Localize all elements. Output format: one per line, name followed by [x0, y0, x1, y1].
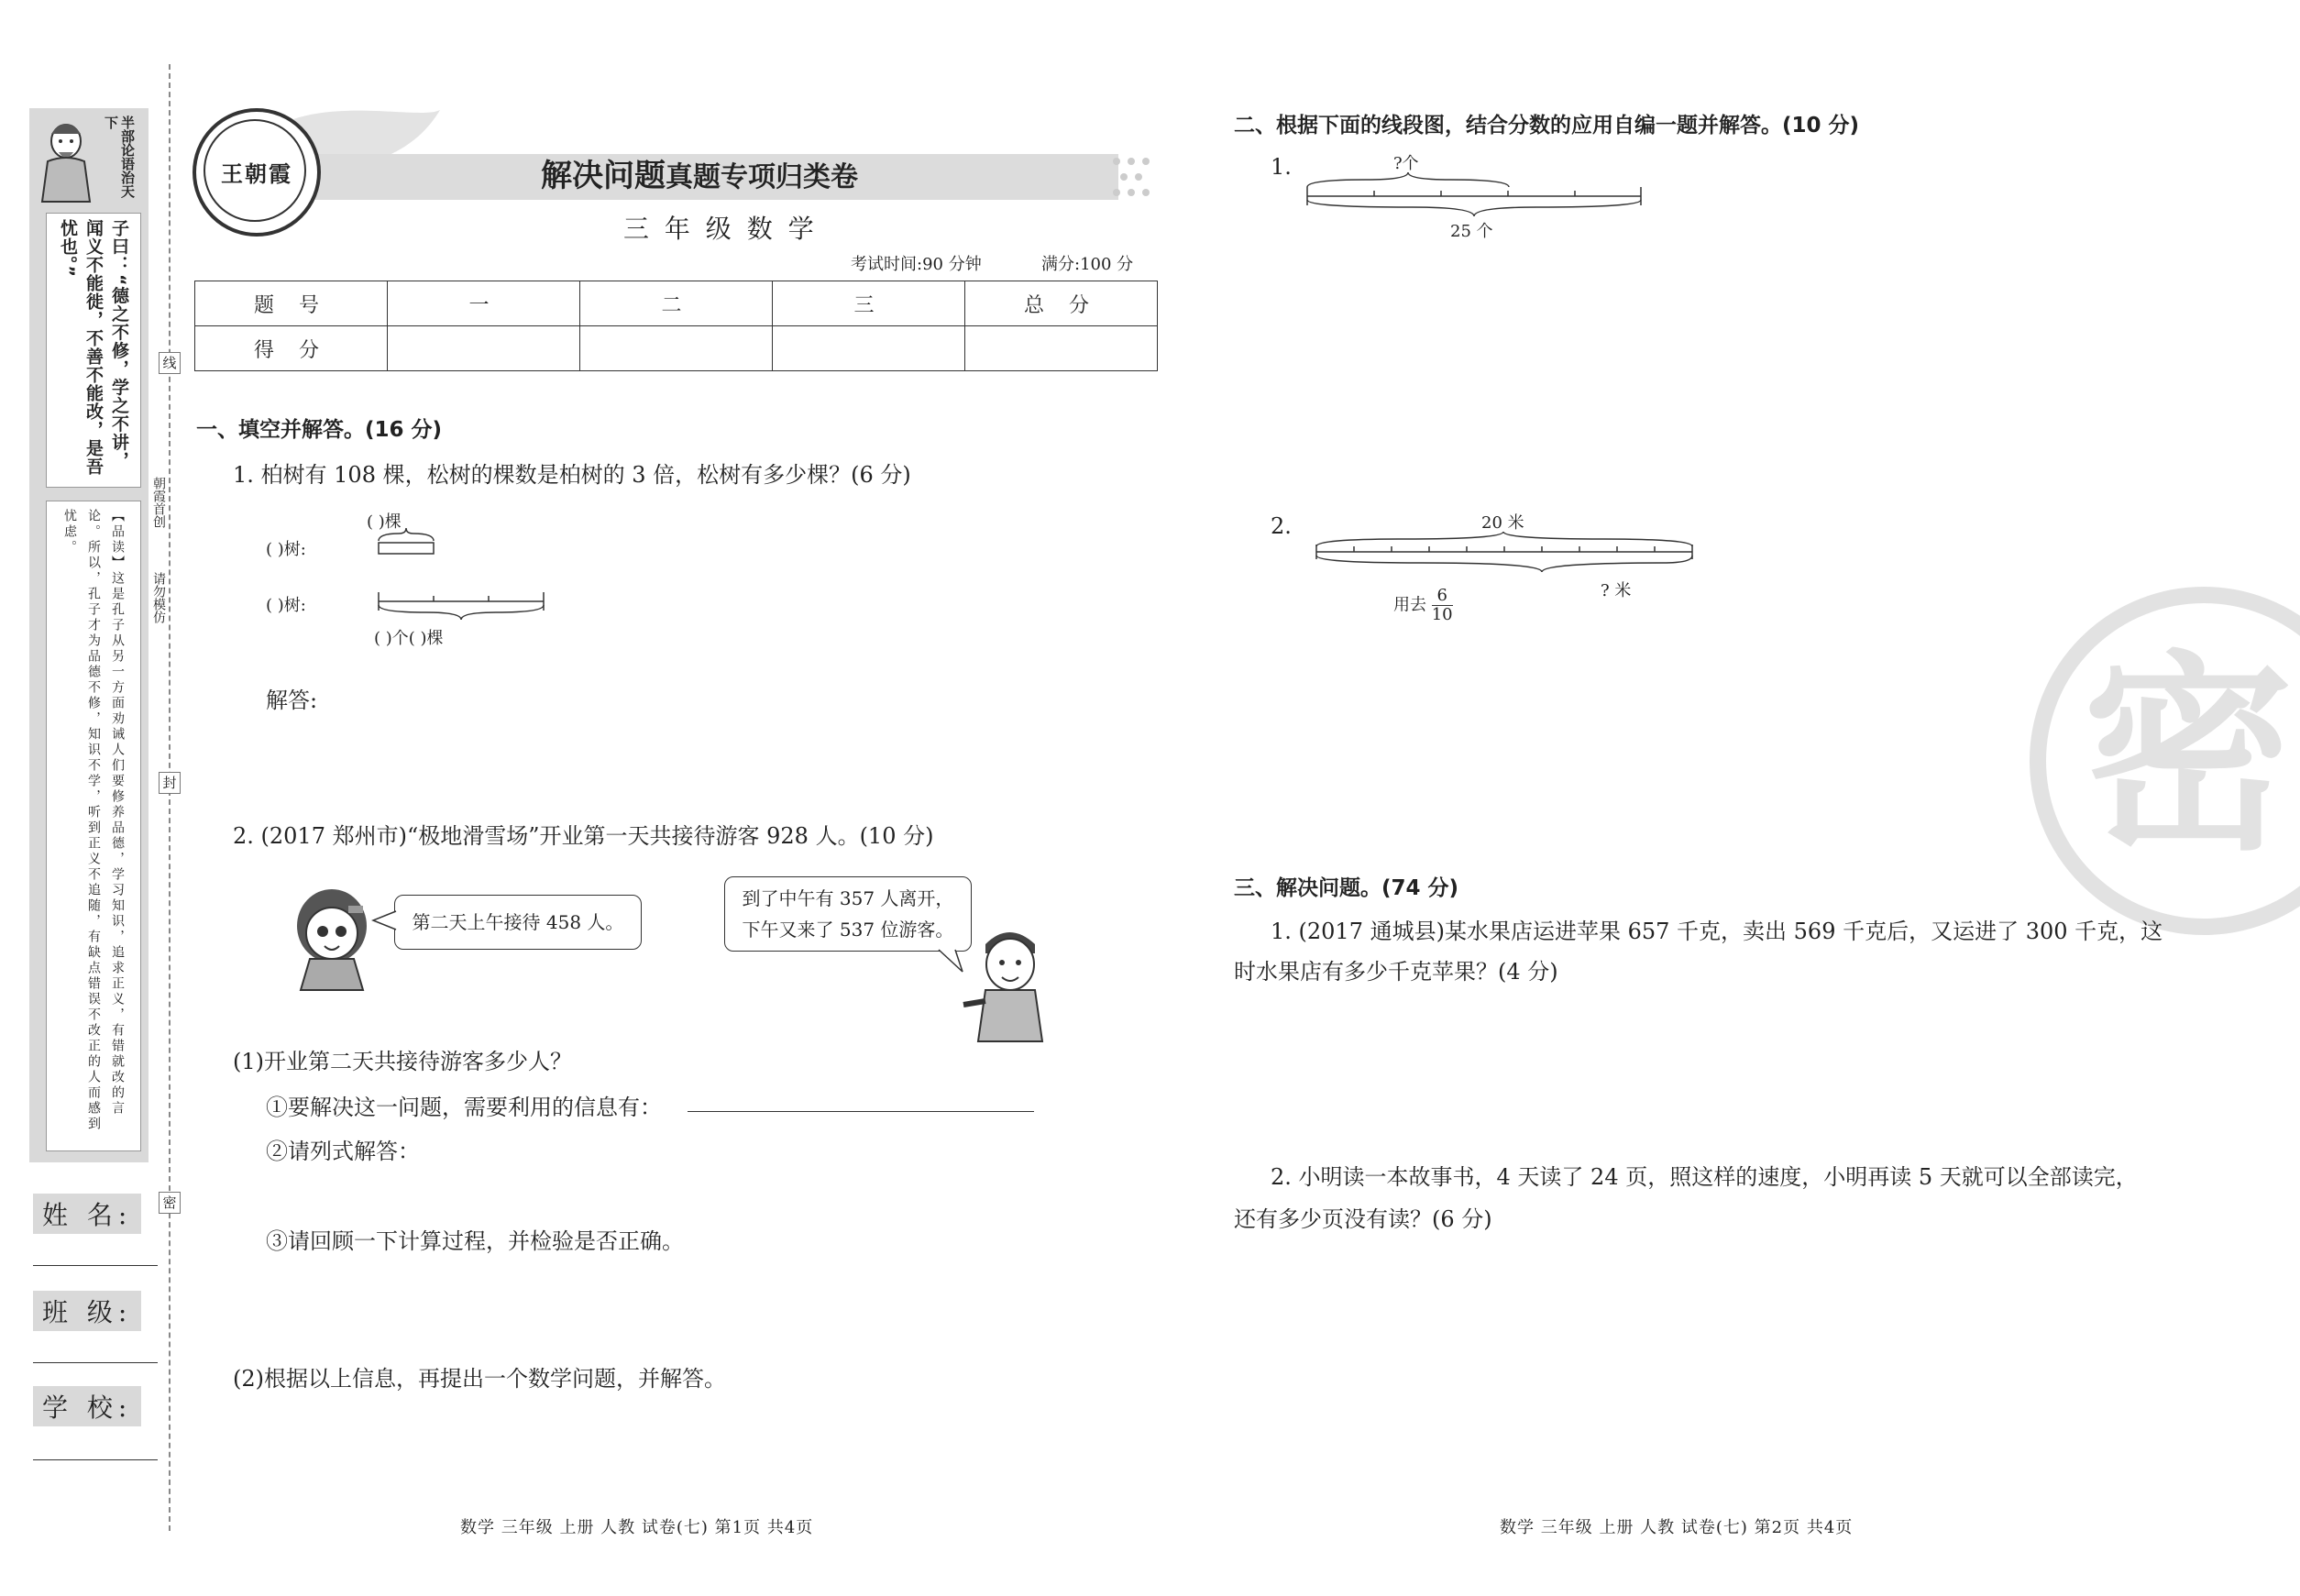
- name-field[interactable]: [33, 1265, 158, 1266]
- boy-icon: [958, 917, 1059, 1045]
- s1-q2-sub1: (1)开业第二天共接待游客多少人？: [233, 1049, 572, 1074]
- s2-d1-bottom-label: 25 个: [1450, 222, 1493, 241]
- score-col-2: 二: [580, 281, 773, 326]
- girl-icon: [284, 882, 385, 992]
- s1-q2-sub1-c: ③请回顾一下计算过程，并检验是否正确。: [266, 1228, 684, 1254]
- s3-q1-line2: 时水果店有多少千克苹果？(4 分): [1234, 959, 1558, 985]
- s2-d2-right-label: ? 米: [1601, 581, 1632, 600]
- cut-mark-mi: 密: [159, 1192, 181, 1214]
- s2-d2-used-text: 用去: [1393, 595, 1426, 615]
- score-cell-2[interactable]: [580, 326, 773, 371]
- s1-q2-text: 2. (2017 郑州市)“极地滑雪场”开业第一天共接待游客 928 人。(10 分): [233, 823, 934, 849]
- watermark-stamp: [2030, 587, 2300, 935]
- title-band-pattern: [1109, 154, 1155, 200]
- cut-mark-xian: 线: [159, 352, 181, 374]
- score-cell-1[interactable]: [388, 326, 580, 371]
- name-label: 姓 名:: [33, 1194, 141, 1234]
- warning-2: 请勿模仿: [151, 572, 166, 623]
- brand-logo: [193, 108, 321, 237]
- section2-heading: 二、根据下面的线段图，结合分数的应用自编一题并解答。(10 分): [1234, 114, 1860, 138]
- full-score: 满分:100 分: [1041, 255, 1134, 274]
- score-cell-total[interactable]: [965, 326, 1158, 371]
- s1-q2-sub1-b: ②请列式解答：: [266, 1139, 420, 1164]
- bubble-girl: [394, 895, 642, 950]
- s1-q1-bottom-label: ( )个( )棵: [374, 629, 444, 648]
- cut-line: [169, 64, 171, 1531]
- s1-q1-top-label: ( )棵: [367, 512, 402, 532]
- bubble-girl-text: 第二天上午接待 458 人。: [412, 911, 624, 933]
- s3-q2-line1: 2. 小明读一本故事书，4 天读了 24 页，照这样的速度，小明再读 5 天就可以全部读完，: [1271, 1164, 2138, 1190]
- s2-d1-number: 1.: [1271, 154, 1292, 180]
- score-table: [194, 281, 1158, 371]
- quote-box: [46, 213, 141, 488]
- sidebar-top-label: 半部论语治天下: [103, 116, 136, 198]
- score-col-total: 总 分: [965, 281, 1158, 326]
- s2-d1-top-label: ?个: [1393, 154, 1419, 173]
- commentary-box: [46, 501, 141, 1151]
- watermark-char: 密: [2083, 634, 2294, 879]
- bubble-boy-line2: 下午又来了 537 位游客。: [742, 919, 954, 941]
- section1-heading: 一、填空并解答。(16 分): [196, 418, 443, 442]
- s2-d2-line-diagram: [1311, 528, 1701, 583]
- s1-q1-answer-label: 解答:: [266, 688, 318, 713]
- s1-q2-info-answer-line[interactable]: [688, 1111, 1034, 1112]
- s2-d2-frac-den: 10: [1431, 605, 1453, 624]
- s2-d2-fraction: [1432, 587, 1453, 624]
- s2-d2-frac-num: 6: [1432, 587, 1453, 606]
- exam-title: [541, 156, 858, 196]
- score-row-label: 得 分: [195, 326, 388, 371]
- score-col-3: 三: [773, 281, 965, 326]
- s1-q2-sub2: (2)根据以上信息，再提出一个数学问题，并解答。: [233, 1366, 726, 1392]
- exam-time: 考试时间:90 分钟: [851, 255, 982, 274]
- warning-1: 朝霞首创: [151, 477, 166, 528]
- bubble-girl-tail: [371, 908, 399, 935]
- school-label: 学 校:: [33, 1386, 141, 1426]
- title-main: 解决问题: [541, 158, 666, 194]
- commentary-text: 【品读】这是孔子从另一方面劝诫人们要修养品德，学习知识，追求正义，有错就改的言论。所以，孔子才为品德不修，知识不学，听到正义不追随，有缺点错误不改正的人而感到忧虑。: [62, 509, 125, 1132]
- s2-d2-number: 2.: [1271, 513, 1292, 539]
- s2-d2-top-label: 20 米: [1481, 513, 1524, 533]
- class-label: 班 级:: [33, 1291, 141, 1331]
- section3-heading: 三、解决问题。(74 分): [1234, 876, 1459, 900]
- score-col-1: 一: [388, 281, 580, 326]
- score-table-score-row: [195, 326, 1158, 371]
- cut-mark-feng: 封: [159, 772, 181, 794]
- footer-page-1: 数学 三年级 上册 人教 试卷(七) 第1页 共4页: [460, 1518, 814, 1537]
- footer-page-2: 数学 三年级 上册 人教 试卷(七) 第2页 共4页: [1500, 1518, 1854, 1537]
- title-sub: 真题专项归类卷: [666, 161, 858, 193]
- s1-q1-line-diagram: [371, 528, 555, 629]
- s2-d1-line-diagram: [1302, 169, 1650, 224]
- class-field[interactable]: [33, 1362, 158, 1363]
- s1-q1-row1-label: ( )树:: [266, 540, 306, 559]
- s1-q2-sub1-a: ①要解决这一问题，需要利用的信息有：: [266, 1095, 662, 1120]
- s1-q1-row2-label: ( )树:: [266, 596, 306, 615]
- bubble-boy: [724, 876, 972, 952]
- quote-text: 子曰：“德之不修，学之不讲，闻义不能徙，不善不能改，是吾忧也。”: [58, 219, 129, 476]
- subject-title: 三 年 级 数 学: [623, 214, 818, 244]
- school-field[interactable]: [33, 1459, 158, 1460]
- score-table-header-row: [195, 281, 1158, 326]
- score-col-header: 题 号: [195, 281, 388, 326]
- s3-q1-line1: 1. (2017 通城县)某水果店运进苹果 657 千克，卖出 569 千克后，又运进了 300 千克，这: [1271, 919, 2163, 944]
- score-cell-3[interactable]: [773, 326, 965, 371]
- confucius-icon: [35, 114, 99, 205]
- s3-q2-line2: 还有多少页没有读？(6 分): [1234, 1206, 1492, 1232]
- s2-d2-left-label: [1393, 587, 1453, 624]
- brand-name: 王朝霞: [221, 160, 292, 187]
- bubble-boy-line1: 到了中午有 357 人离开，: [742, 887, 954, 909]
- s1-q1-text: 1. 柏树有 108 棵，松树的棵数是柏树的 3 倍，松树有多少棵？(6 分): [233, 462, 911, 488]
